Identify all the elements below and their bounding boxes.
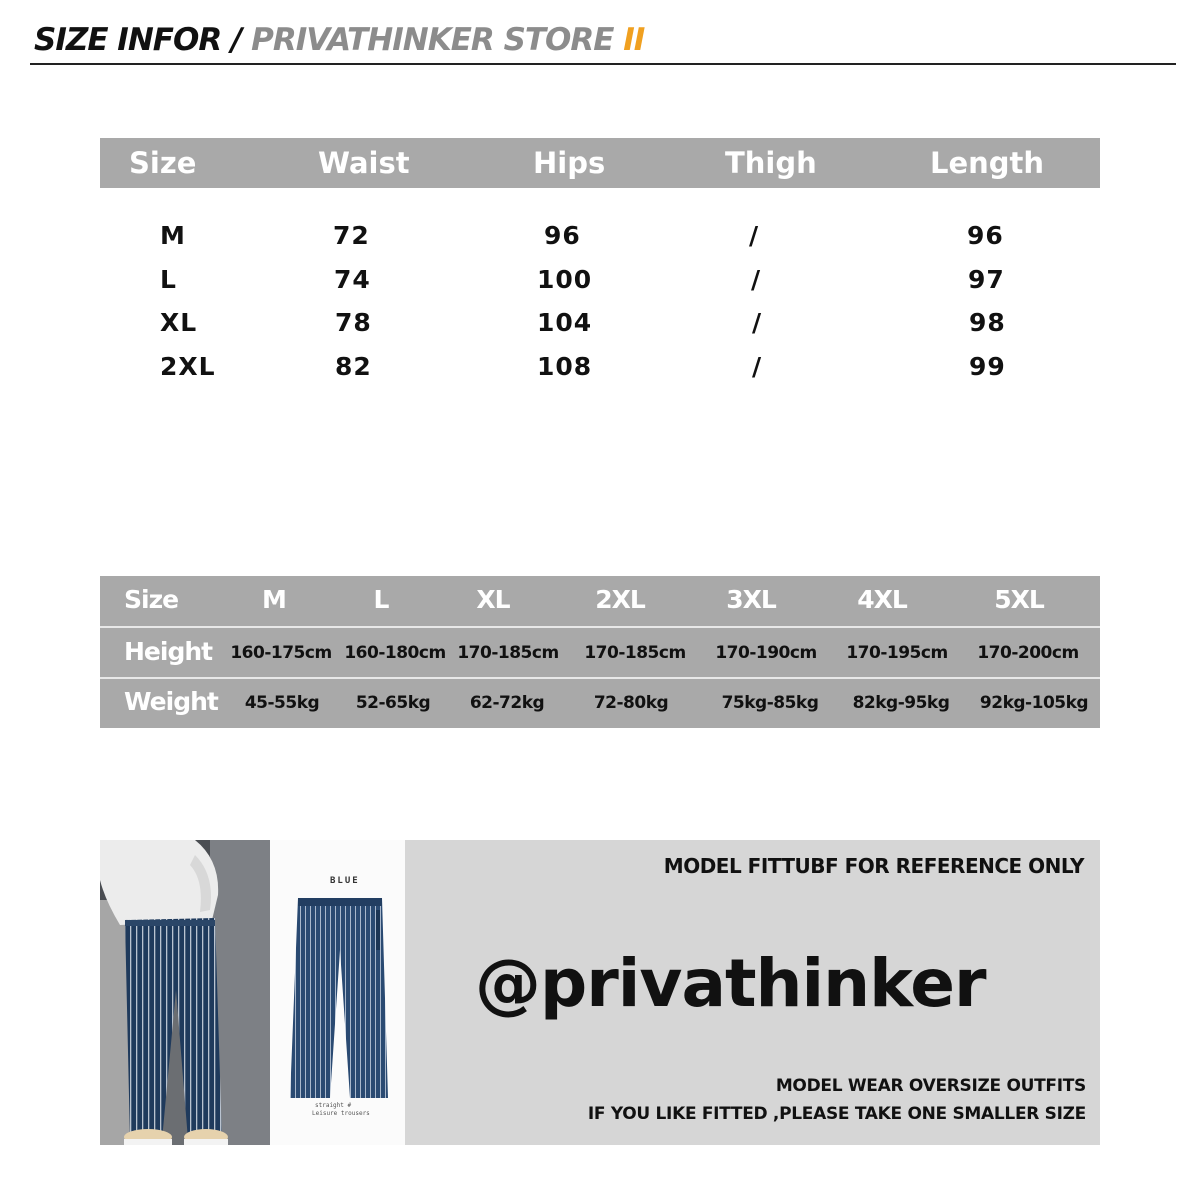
- col-header-thigh: Thigh: [725, 146, 817, 180]
- fit-size-cell: M: [262, 585, 286, 614]
- sizing-advice: IF YOU LIKE FITTED ,PLEASE TAKE ONE SMALLER SIZE: [587, 1104, 1086, 1124]
- store-handle: @privathinker: [475, 945, 986, 1022]
- title-store-name: PRIVATHINKER STORE: [251, 22, 614, 58]
- size-row-xl: [100, 308, 1100, 348]
- col-header-waist: Waist: [318, 146, 410, 180]
- fit-height-cell: 170-195cm: [846, 643, 948, 663]
- cell-hips: 96: [544, 221, 581, 250]
- cell-size: M: [160, 221, 186, 250]
- fit-label-weight: Weight: [124, 687, 218, 716]
- fit-size-cell: 4XL: [857, 585, 907, 614]
- title-accent-mark: II: [613, 22, 645, 58]
- cell-waist: 74: [334, 265, 371, 294]
- fit-weight-cell: 82kg-95kg: [852, 693, 950, 713]
- fit-height-cell: 160-180cm: [344, 643, 446, 663]
- product-brand-label: BLUE: [330, 876, 360, 886]
- fit-size-cell: 3XL: [726, 585, 776, 614]
- model-photo: [100, 840, 270, 1145]
- header-divider: [30, 63, 1176, 65]
- page-title: [34, 22, 644, 62]
- cell-size: 2XL: [160, 352, 216, 381]
- size-table-header: [100, 138, 1100, 188]
- title-size-infor: SIZE INFOR: [34, 22, 222, 58]
- fit-label-size: Size: [124, 585, 179, 614]
- fit-height-cell: 170-185cm: [457, 643, 559, 663]
- fit-size-cell: 2XL: [595, 585, 645, 614]
- fit-height-cell: 170-185cm: [584, 643, 686, 663]
- cell-hips: 108: [537, 352, 593, 381]
- col-header-hips: Hips: [533, 146, 606, 180]
- fit-row-weight: [100, 678, 1100, 727]
- fit-size-cell: XL: [476, 585, 510, 614]
- cell-hips: 100: [537, 265, 593, 294]
- size-row-l: [100, 265, 1100, 305]
- fit-weight-cell: 45-55kg: [244, 693, 320, 713]
- product-caption-type: Leisure trousers: [312, 1110, 370, 1117]
- cell-hips: 104: [537, 308, 593, 337]
- product-photo: [270, 840, 405, 1145]
- cell-thigh: /: [749, 221, 760, 250]
- fit-label-height: Height: [124, 637, 213, 666]
- cell-length: 96: [967, 221, 1004, 250]
- oversize-notice: MODEL WEAR OVERSIZE OUTFITS: [775, 1076, 1086, 1096]
- cell-length: 99: [969, 352, 1006, 381]
- fit-row-size: [100, 576, 1100, 625]
- fit-row-height: [100, 628, 1100, 677]
- cell-length: 97: [968, 265, 1005, 294]
- cell-size: XL: [160, 308, 198, 337]
- fit-weight-cell: 72-80kg: [593, 693, 669, 713]
- cell-waist: 82: [335, 352, 372, 381]
- fit-size-cell: L: [373, 585, 389, 614]
- cell-waist: 78: [335, 308, 372, 337]
- fit-height-cell: 160-175cm: [230, 643, 332, 663]
- fit-weight-cell: 75kg-85kg: [721, 693, 819, 713]
- cell-thigh: /: [752, 308, 763, 337]
- col-header-length: Length: [930, 146, 1045, 180]
- cell-length: 98: [969, 308, 1006, 337]
- fit-table: [100, 576, 1100, 728]
- reference-notice: MODEL FITTUBF FOR REFERENCE ONLY: [663, 854, 1084, 878]
- model-reference-panel: [100, 840, 1100, 1145]
- title-separator: /: [221, 22, 252, 58]
- cell-waist: 72: [333, 221, 370, 250]
- col-header-size: Size: [129, 146, 197, 180]
- cell-thigh: /: [752, 352, 763, 381]
- fit-height-cell: 170-200cm: [977, 643, 1079, 663]
- cell-size: L: [160, 265, 177, 294]
- cell-thigh: /: [751, 265, 762, 294]
- size-row-2xl: [100, 352, 1100, 392]
- product-caption-style: straight #: [315, 1102, 352, 1109]
- fit-weight-cell: 62-72kg: [469, 693, 545, 713]
- fit-size-cell: 5XL: [994, 585, 1044, 614]
- model-photo-illustration: [100, 840, 270, 1145]
- fit-weight-cell: 92kg-105kg: [979, 693, 1089, 713]
- size-row-m: [100, 221, 1100, 261]
- fit-height-cell: 170-190cm: [715, 643, 817, 663]
- fit-weight-cell: 52-65kg: [355, 693, 431, 713]
